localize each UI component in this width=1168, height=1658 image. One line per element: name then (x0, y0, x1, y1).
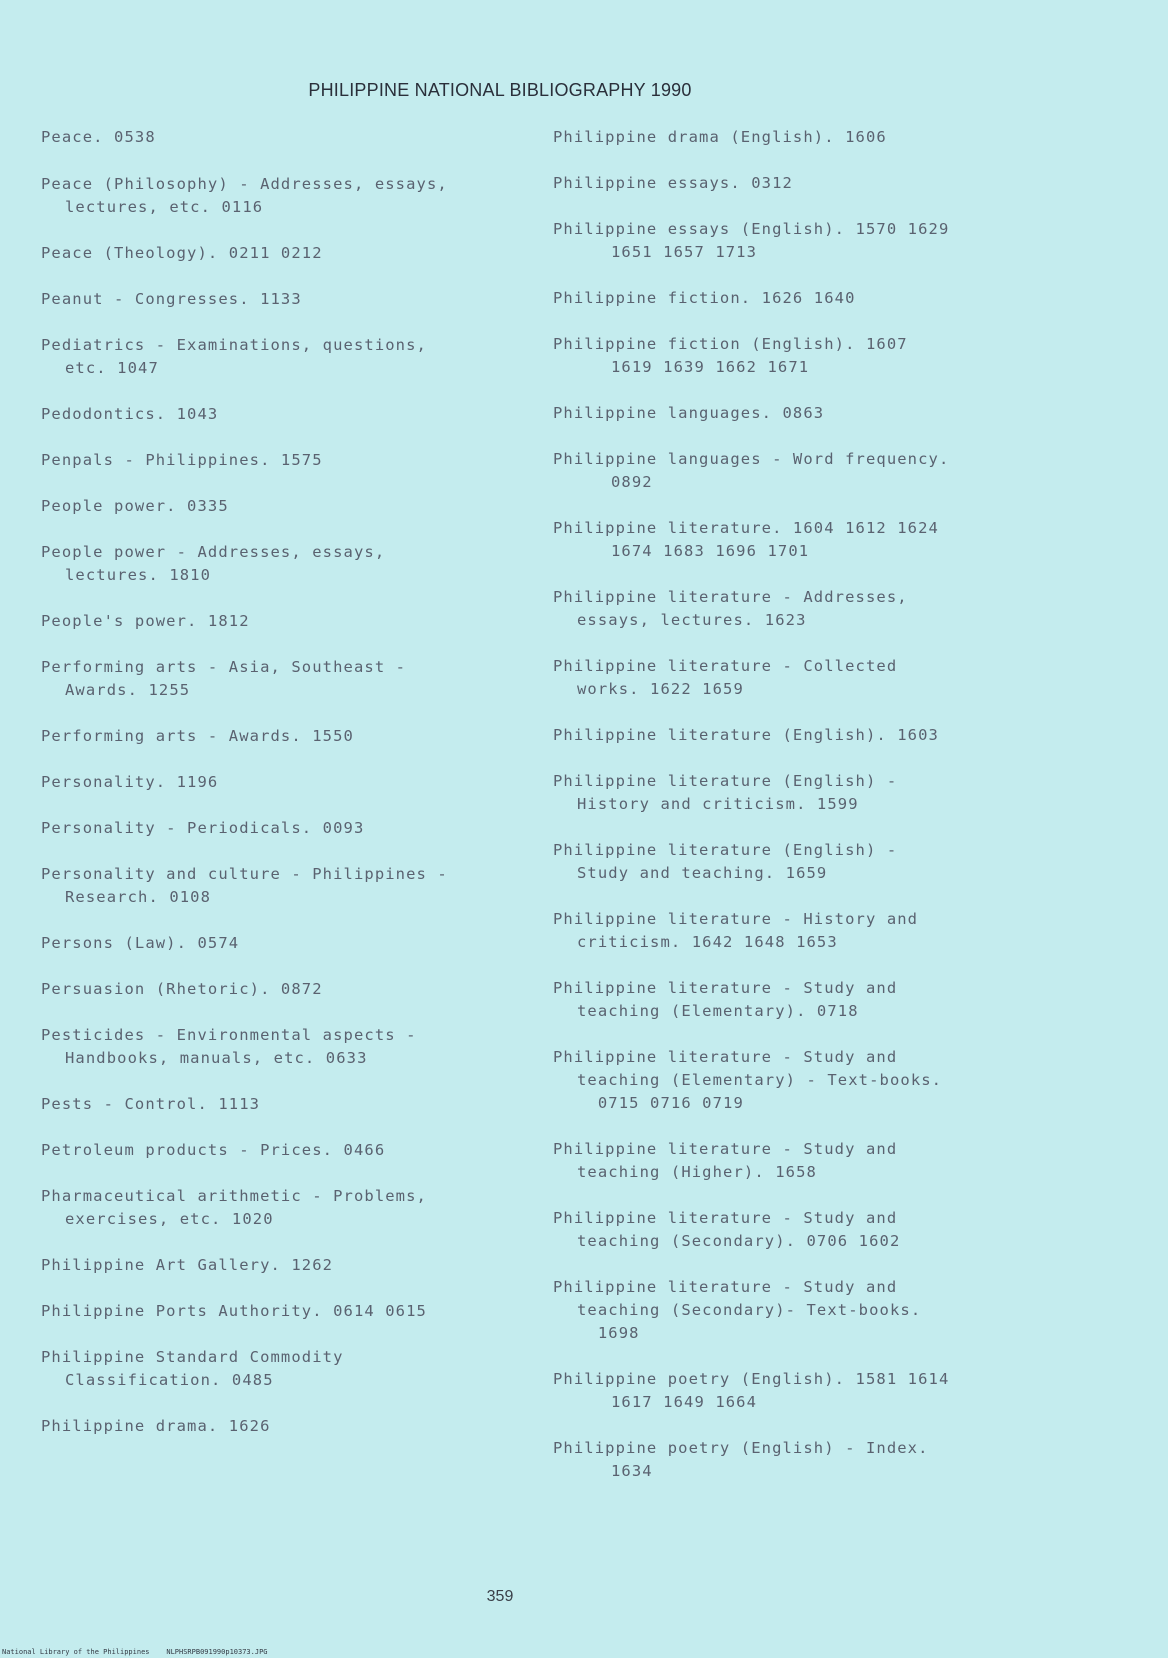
index-entry-heading: Personality and culture - Philippines - (41, 865, 448, 883)
index-entry (41, 334, 531, 380)
index-entry (41, 817, 531, 840)
index-entry (41, 541, 531, 587)
index-column-right (553, 126, 1023, 1483)
index-entry-heading: Philippine literature (English). 1603 (553, 726, 939, 744)
index-entry (41, 771, 531, 794)
index-entry-heading: Penpals - Philippines. 1575 (41, 451, 323, 469)
index-entry-heading: Philippine poetry (English). 1581 1614 (553, 1370, 950, 1388)
page-title: PHILIPPINE NATIONAL BIBLIOGRAPHY 1990 (308, 80, 692, 100)
index-entry (553, 333, 1023, 379)
index-entry-heading: Persuasion (Rhetoric). 0872 (41, 980, 323, 998)
index-entry (41, 1254, 531, 1277)
index-entry (553, 908, 1023, 954)
index-entry (553, 402, 1023, 425)
index-entry-continuation: teaching (Elementary). 0718 (577, 1002, 859, 1020)
index-entry (41, 863, 531, 909)
index-entry (41, 1024, 531, 1070)
index-entry-continuation: teaching (Higher). 1658 (577, 1163, 817, 1181)
index-entry-heading: Persons (Law). 0574 (41, 934, 240, 952)
index-entry-continuation: essays, lectures. 1623 (577, 611, 807, 629)
index-entry (41, 1185, 531, 1231)
index-entry-continuation: 1651 1657 1713 (611, 243, 758, 261)
index-entry-continuation: lectures, etc. 0116 (65, 198, 264, 216)
index-entry (41, 978, 531, 1001)
index-entry-continuation: teaching (Secondary). 0706 1602 (577, 1232, 901, 1250)
index-entry-heading: Peanut - Congresses. 1133 (41, 290, 302, 308)
index-entry (41, 126, 531, 149)
index-entry-heading: Philippine languages. 0863 (553, 404, 825, 422)
index-entry (41, 173, 531, 219)
index-entry-heading: Philippine literature. 1604 1612 1624 (553, 519, 939, 537)
index-entry (553, 724, 1023, 747)
index-entry (553, 517, 1023, 563)
index-entry-heading: Peace. 0538 (41, 128, 156, 146)
index-entry-heading: Philippine Standard Commodity (41, 1348, 344, 1366)
page-number: 359 (486, 1588, 514, 1605)
index-entry-heading: Pedodontics. 1043 (41, 405, 219, 423)
index-entry-heading: Philippine literature (English) - (553, 841, 898, 859)
index-entry (553, 448, 1023, 494)
index-entry (553, 1207, 1023, 1253)
index-entry (553, 839, 1023, 885)
scan-footer: National Library of the Philippines NLPHSRPB091990p10373.JPG (2, 1648, 268, 1656)
index-entry-continuation: teaching (Secondary)- Text-books. (577, 1301, 922, 1319)
index-entry-continuation: Classification. 0485 (65, 1371, 274, 1389)
index-entry-heading: Philippine drama. 1626 (41, 1417, 271, 1435)
index-entry (41, 449, 531, 472)
index-entry-continuation: 1617 1649 1664 (611, 1393, 758, 1411)
index-entry-continuation: exercises, etc. 1020 (65, 1210, 274, 1228)
index-entry-heading: Pesticides - Environmental aspects - (41, 1026, 417, 1044)
index-entry-heading: Pediatrics - Examinations, questions, (41, 336, 427, 354)
index-entry-continuation: Study and teaching. 1659 (577, 864, 828, 882)
index-entry (41, 495, 531, 518)
index-entry-heading: Petroleum products - Prices. 0466 (41, 1141, 386, 1159)
index-entry-heading: Pests - Control. 1113 (41, 1095, 261, 1113)
index-entry-heading: Personality - Periodicals. 0093 (41, 819, 365, 837)
index-entry-continuation: Handbooks, manuals, etc. 0633 (65, 1049, 368, 1067)
index-entry (41, 1346, 531, 1392)
index-entry-heading: Philippine essays (English). 1570 1629 (553, 220, 950, 238)
index-entry (41, 403, 531, 426)
index-column-left (41, 126, 531, 1438)
index-entry (553, 977, 1023, 1023)
index-entry (553, 1046, 1023, 1115)
index-entry-heading: Philippine drama (English). 1606 (553, 128, 887, 146)
index-entry (553, 287, 1023, 310)
index-entry-continuation: 1674 1683 1696 1701 (611, 542, 810, 560)
index-entry-heading: People power. 0335 (41, 497, 229, 515)
index-entry-heading: Philippine literature - Study and (553, 1048, 898, 1066)
index-entry (553, 126, 1023, 149)
index-entry (553, 770, 1023, 816)
index-entry-heading: Philippine literature (English) - (553, 772, 898, 790)
index-entry-continuation: Research. 0108 (65, 888, 212, 906)
index-entry (553, 1368, 1023, 1414)
index-entry (553, 218, 1023, 264)
index-entry (41, 932, 531, 955)
index-entry-continuation: etc. 1047 (65, 359, 159, 377)
index-entry-heading: Philippine Ports Authority. 0614 0615 (41, 1302, 427, 1320)
index-entry-heading: Philippine literature - History and (553, 910, 919, 928)
index-entry-heading: People's power. 1812 (41, 612, 250, 630)
index-entry-heading: Personality. 1196 (41, 773, 219, 791)
index-entry (41, 1093, 531, 1116)
index-entry-continuation: 1619 1639 1662 1671 (611, 358, 810, 376)
index-entry-continuation: 1634 (611, 1462, 653, 1480)
index-entry-heading: Philippine essays. 0312 (553, 174, 793, 192)
index-entry-heading: Pharmaceutical arithmetic - Problems, (41, 1187, 427, 1205)
index-entry (41, 1139, 531, 1162)
index-entry-heading: Philippine literature - Study and (553, 1278, 898, 1296)
index-entry-heading: Philippine literature - Study and (553, 979, 898, 997)
index-entry (41, 725, 531, 748)
index-entry (553, 1437, 1023, 1483)
index-entry-heading: Philippine languages - Word frequency. (553, 450, 950, 468)
index-entry (553, 1276, 1023, 1345)
index-entry-heading: Philippine poetry (English) - Index. (553, 1439, 929, 1457)
index-entry-continuation: lectures. 1810 (65, 566, 212, 584)
index-entry (553, 655, 1023, 701)
index-entry-heading: Philippine Art Gallery. 1262 (41, 1256, 334, 1274)
index-entry (41, 1300, 531, 1323)
index-entry-heading: Philippine literature - Study and (553, 1209, 898, 1227)
index-entry (553, 172, 1023, 195)
index-entry (41, 242, 531, 265)
index-entry-heading: Peace (Philosophy) - Addresses, essays, (41, 175, 448, 193)
index-entry-heading: Peace (Theology). 0211 0212 (41, 244, 323, 262)
index-entry-continuation: 0715 0716 0719 (577, 1094, 744, 1112)
index-entry-heading: Performing arts - Asia, Southeast - (41, 658, 407, 676)
index-entry-continuation: 1698 (577, 1324, 640, 1342)
index-entry (41, 288, 531, 311)
index-entry (553, 586, 1023, 632)
index-entry-continuation: 0892 (611, 473, 653, 491)
index-entry (41, 1415, 531, 1438)
index-entry-continuation: teaching (Elementary) - Text-books. (577, 1071, 943, 1089)
index-entry-continuation: History and criticism. 1599 (577, 795, 859, 813)
index-entry-heading: Philippine fiction. 1626 1640 (553, 289, 856, 307)
index-entry (41, 610, 531, 633)
index-entry-heading: People power - Addresses, essays, (41, 543, 386, 561)
index-entry (553, 1138, 1023, 1184)
index-entry-heading: Philippine literature - Addresses, (553, 588, 908, 606)
index-entry-continuation: criticism. 1642 1648 1653 (577, 933, 838, 951)
index-entry-heading: Philippine literature - Study and (553, 1140, 898, 1158)
index-entry (41, 656, 531, 702)
index-entry-heading: Philippine literature - Collected (553, 657, 898, 675)
index-entry-continuation: Awards. 1255 (65, 681, 191, 699)
index-entry-heading: Philippine fiction (English). 1607 (553, 335, 908, 353)
index-entry-heading: Performing arts - Awards. 1550 (41, 727, 354, 745)
index-entry-continuation: works. 1622 1659 (577, 680, 744, 698)
